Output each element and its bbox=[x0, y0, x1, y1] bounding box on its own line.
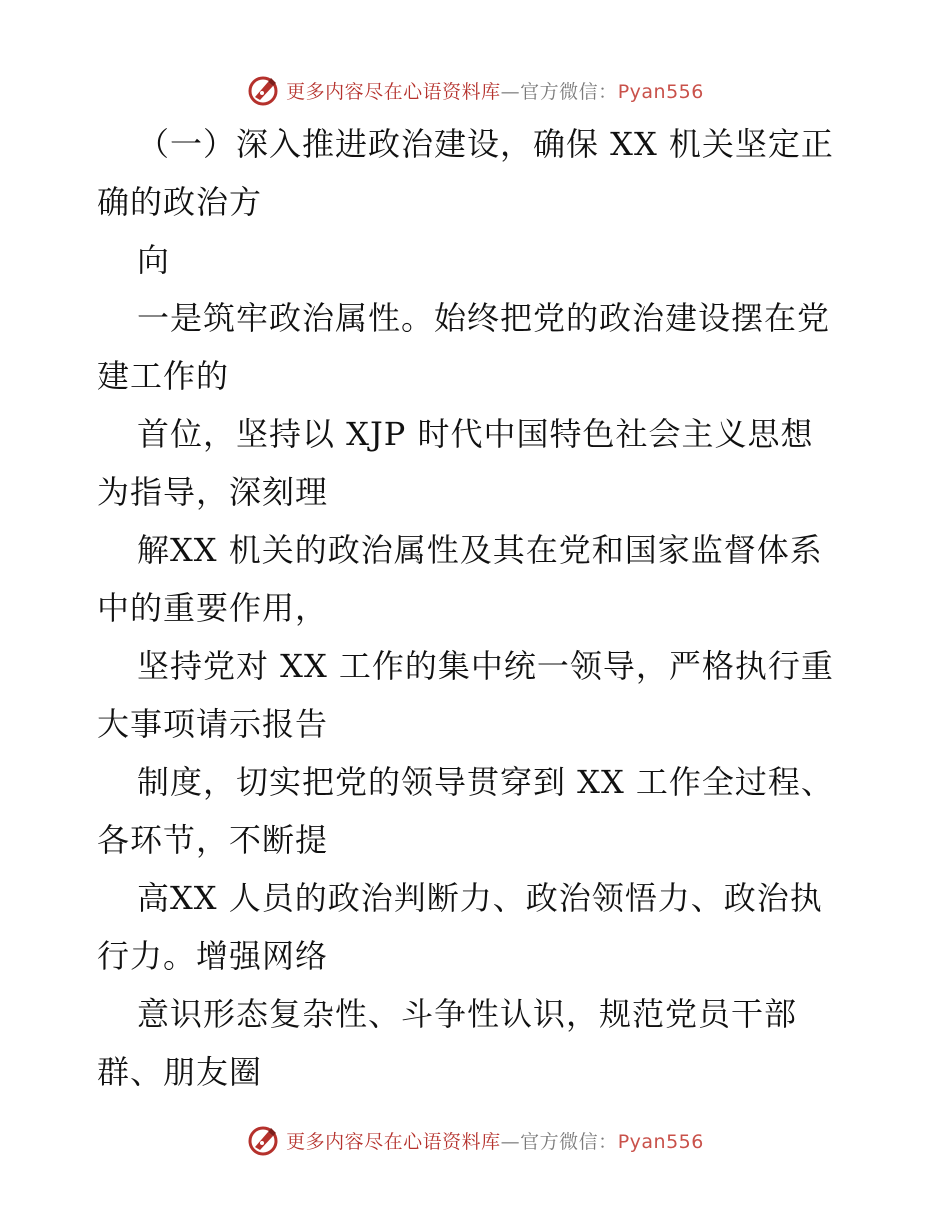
banner-wechat-id: Pyan556 bbox=[617, 80, 704, 103]
text-line: 为指导，深刻理 bbox=[97, 473, 329, 511]
text-line: 各环节，不断提 bbox=[97, 821, 329, 859]
banner-wechat-label: 官方微信： bbox=[520, 80, 618, 103]
banner-dash: — bbox=[500, 1130, 521, 1153]
header-banner bbox=[0, 70, 950, 110]
text-line: 向 bbox=[137, 241, 171, 279]
text-line: 中的重要作用， bbox=[97, 589, 329, 627]
text-line: 群、朋友圈 bbox=[97, 1053, 263, 1091]
text-line: 制度，切实把党的领导贯穿到 XX 工作全过程、 bbox=[137, 763, 834, 801]
text-line: 行力。增强网络 bbox=[97, 937, 329, 975]
text-line: 大事项请示报告 bbox=[97, 705, 329, 743]
text-line: 建工作的 bbox=[97, 357, 230, 395]
text-line: 一是筑牢政治属性。始终把党的政治建设摆在党 bbox=[137, 299, 831, 337]
text-line: 高XX 人员的政治判断力、政治领悟力、政治执 bbox=[137, 879, 823, 917]
text-line: 意识形态复杂性、斗争性认识，规范党员干部 bbox=[137, 995, 798, 1033]
banner-dash: — bbox=[500, 80, 521, 103]
text-line: 解XX 机关的政治属性及其在党和国家监督体系 bbox=[137, 531, 823, 569]
banner-site-name: 更多内容尽在心语资料库 bbox=[286, 80, 501, 103]
pen-nib-logo-icon bbox=[246, 1123, 280, 1157]
document-body bbox=[97, 115, 857, 1101]
text-line: 确的政治方 bbox=[97, 183, 263, 221]
text-line: 首位，坚持以 XJP 时代中国特色社会主义思想 bbox=[137, 415, 814, 453]
footer-banner bbox=[0, 1120, 950, 1160]
banner-wechat-label: 官方微信： bbox=[520, 1130, 618, 1153]
text-line: 坚持党对 XX 工作的集中统一领导，严格执行重 bbox=[137, 647, 834, 685]
banner-text bbox=[286, 77, 704, 104]
banner-text bbox=[286, 1127, 704, 1154]
banner-wechat-id: Pyan556 bbox=[617, 1130, 704, 1153]
text-line: （一）深入推进政治建设，确保 XX 机关坚定正 bbox=[137, 125, 834, 163]
banner-site-name: 更多内容尽在心语资料库 bbox=[286, 1130, 501, 1153]
pen-nib-logo-icon bbox=[246, 73, 280, 107]
